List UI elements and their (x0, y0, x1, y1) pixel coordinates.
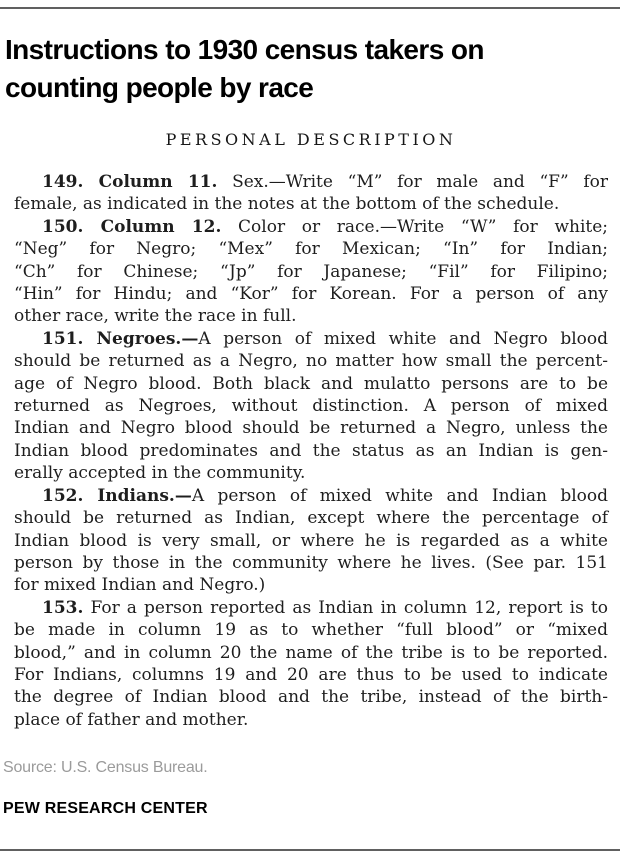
scan-line: the degree of Indian blood and the tribe, instead of the birth- (14, 687, 608, 708)
scan-line: 153. For a person reported as Indian in column 12, report is to (42, 597, 608, 618)
scan-line: “Neg” for Negro; “Mex” for Mexican; “In” for Indian; (14, 239, 608, 260)
scan-line: 151. Negroes.—A person of mixed white and Negro blood (42, 328, 608, 349)
scan-line: “Hin” for Hindu; and “Kor” for Korean. For a person of any (14, 284, 608, 305)
scan-line: place of father and mother. (14, 709, 249, 730)
top-divider (0, 7, 620, 9)
brand-wordmark: PEW RESEARCH CENTER (3, 800, 208, 818)
scan-line: blood,” and in column 20 the name of the tribe is to be reported. (14, 642, 608, 663)
scan-line: person by those in the community where he lives. (See par. 151 (14, 552, 608, 573)
source-note: Source: U.S. Census Bureau. (3, 759, 208, 777)
scan-line: should be returned as a Negro, no matter how small the percent- (14, 351, 608, 372)
scan-line-bold-lead: 151. Negroes.— (42, 328, 199, 349)
scan-line-bold-lead: 150. Column 12. (42, 216, 222, 237)
page-title-line2: counting people by race (5, 72, 314, 103)
scan-line: age of Negro blood. Both black and mulatto persons are to be (14, 373, 608, 394)
scan-line: Indian and Negro blood should be returned a Negro, unless the (14, 418, 608, 439)
scan-line: female, as indicated in the notes at the bottom of the schedule. (14, 194, 560, 215)
scan-section-heading: PERSONAL DESCRIPTION (165, 130, 457, 149)
scan-line: returned as Negroes, without distinction. A person of mixed (14, 396, 608, 417)
scan-line: Indian blood predominates and the status as an Indian is gen- (14, 440, 608, 461)
scan-line: 149. Column 11. Sex.—Write “M” for male and “F” for (42, 172, 608, 192)
scan-line-bold-lead: 153. (42, 597, 84, 618)
scan-line: 152. Indians.—A person of mixed white and Indian blood (42, 485, 609, 506)
scan-line: “Ch” for Chinese; “Jp” for Japanese; “Fil” for Filipino; (14, 261, 608, 282)
scan-line-bold-lead: 152. Indians.— (42, 485, 192, 506)
scan-line: erally accepted in the community. (14, 463, 306, 484)
bottom-divider (0, 849, 620, 851)
scan-line: other race, write the race in full. (14, 306, 297, 327)
page-title-line1: Instructions to 1930 census takers on (5, 34, 484, 65)
scan-line: should be returned as Indian, except where the percentage of (14, 508, 608, 529)
scan-line: 150. Column 12. Color or race.—Write “W” for white; (42, 216, 609, 237)
page-title (5, 31, 620, 107)
scan-document (14, 171, 608, 731)
scan-line: Indian blood is very small, or where he is regarded as a white (14, 530, 608, 551)
scan-line: For Indians, columns 19 and 20 are thus to be used to indicate (14, 664, 608, 685)
scan-line: be made in column 19 as to whether “full blood” or “mixed (14, 620, 608, 641)
scan-line: for mixed Indian and Negro.) (14, 575, 266, 596)
scan-line-bold-lead: 149. Column 11. (42, 172, 218, 192)
